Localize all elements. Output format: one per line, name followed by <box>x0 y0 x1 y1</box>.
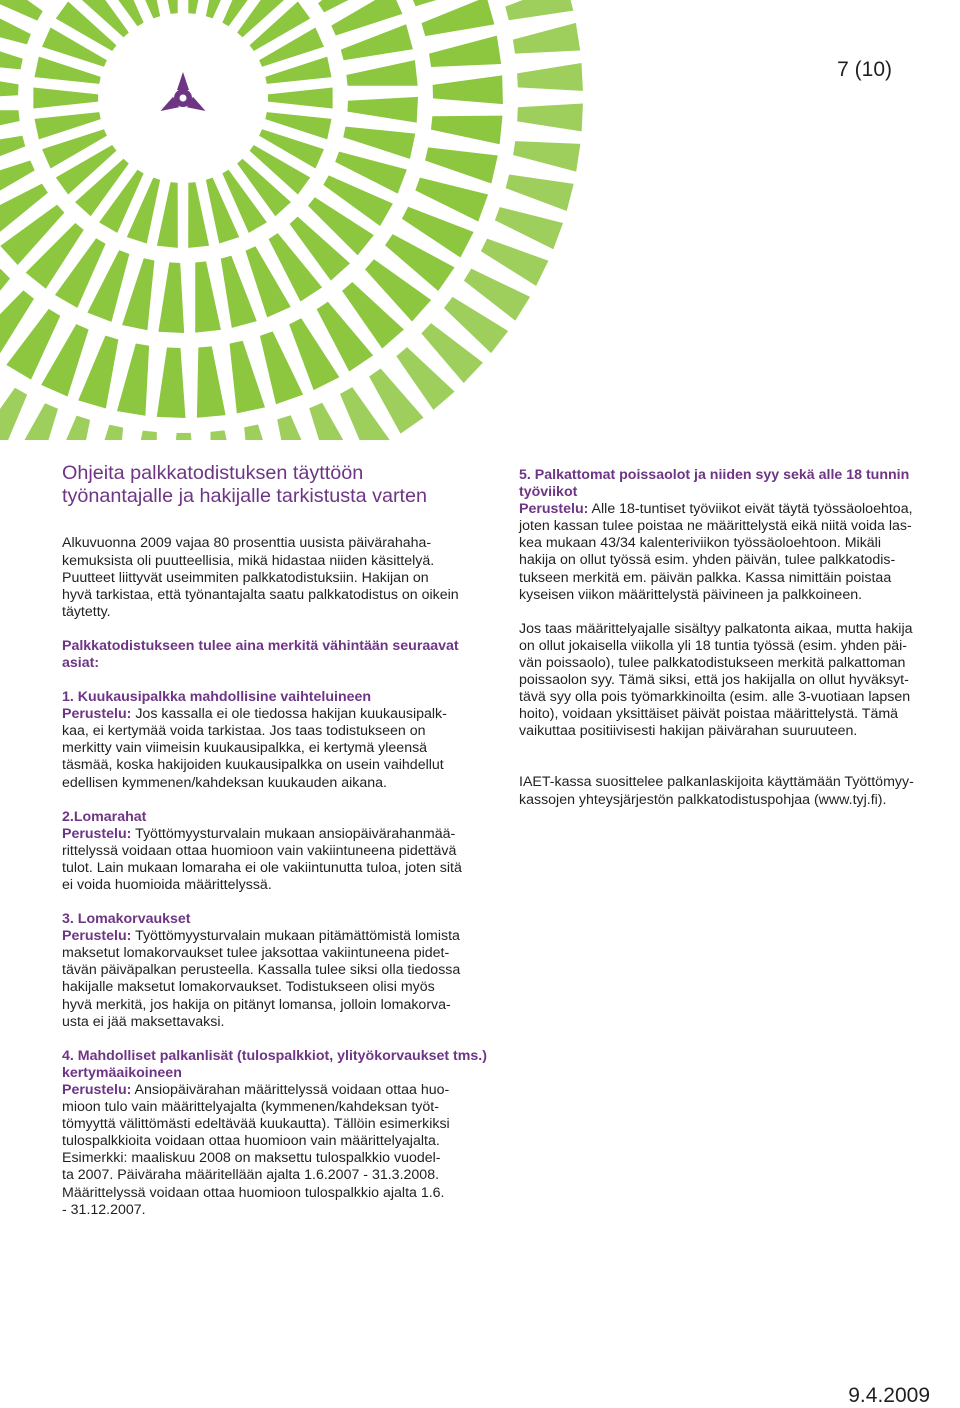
section-5 <box>519 467 951 604</box>
intro-line: kemuksista oli puutteellisia, mikä hidastaa niiden käsittelyä. <box>62 552 435 569</box>
section-label: Perustelu: <box>62 928 132 945</box>
sunburst-ray <box>0 388 27 440</box>
sunburst-ray <box>188 0 209 14</box>
section-line: usta ei jää maksettavaksi. <box>62 1013 225 1030</box>
section-line: täsmää, koska hakijoiden kuukausipalkka on usein vaihdellut <box>62 757 444 774</box>
title-line: Ohjeita palkkatodistuksen täyttöön <box>62 462 364 484</box>
paragraph-line: tävä syy olla pois työmarkkinoilta (esim. alle 3-vuotiaan lapsen <box>519 689 911 706</box>
sunburst-ray <box>157 0 178 14</box>
paragraph-line: IAET-kassa suosittelee palkanlaskijoita käyttämään Työttömyy- <box>519 774 914 791</box>
section-line: kaa, ei kertymää voida tarkistaa. Jos taas todistukseen on <box>62 723 426 740</box>
sunburst-ray <box>210 430 238 440</box>
paragraph-line: hoito), voidaan yksittäiset päivät poistaa määrittelystä. Tämä <box>519 706 899 723</box>
sunburst-ray <box>78 336 118 409</box>
sunburst-ray <box>197 346 226 417</box>
section-3 <box>62 911 502 1031</box>
section-line: - 31.12.2007. <box>62 1201 146 1218</box>
sunburst-ray <box>346 60 417 86</box>
section-line: Työttömyysturvalain mukaan ansiopäivärahanmää- <box>131 825 456 842</box>
paragraph-line: vän poissaolo), tulee palkkatodistukseen merkitä palkattoman <box>519 654 906 671</box>
recommendation-paragraph <box>519 774 951 808</box>
section-line: hakija on ollut työssä esim. yhden päivän, tulee palkkatodis- <box>519 552 896 569</box>
section-label: Perustelu: <box>62 825 132 842</box>
triskelion-logo <box>155 70 211 126</box>
section-line: rittelyssä voidaan ottaa huomioon vain vakiintuneena pidettävä <box>62 842 457 859</box>
sunburst-ray <box>277 415 317 440</box>
sunburst-ray <box>122 258 154 330</box>
section-line: joten kassan tulee poistaa ne määrittelystä eikä niitä voida las- <box>519 518 912 535</box>
section-line: maksetut lomakorvaukset tulee jaksottaa vakiintuneena pidet- <box>62 945 450 962</box>
sunburst-decoration <box>0 0 960 440</box>
section-heading: 3. Lomakorvaukset <box>62 911 191 928</box>
sunburst-ray <box>230 341 265 414</box>
sunburst-ray <box>157 347 186 418</box>
sunburst-ray <box>347 97 418 123</box>
intro-line: Alkuvuonna 2009 vajaa 80 prosenttia uusista päivärahaha- <box>62 535 432 552</box>
section-line: tömyyttä välittömästi edeltävää kuukautta). Tällöin esimerkiksi <box>62 1116 450 1133</box>
section-line: merkitty vain viimeisin kuukausipalkka, ei kertymä yleensä <box>62 740 428 757</box>
section-line: tulospalkkioita voidaan ottaa huomioon vain määrittelyajalta. <box>62 1133 440 1150</box>
section-line: mioon tulo vain määrittelyajalta (kymmenen/kahdeksan työt- <box>62 1099 439 1116</box>
sunburst-ray <box>429 36 501 67</box>
sunburst-ray <box>0 73 19 99</box>
sunburst-ray <box>195 261 221 332</box>
paragraph-line: on ollut jokaisella viikolla yli 18 tuntia työssä (esim. yhden päi- <box>519 637 907 654</box>
sunburst-ray <box>506 174 574 210</box>
sunburst-ray <box>268 88 333 109</box>
sunburst-ray <box>51 416 90 440</box>
section-label: Perustelu: <box>62 706 132 723</box>
left-column <box>62 462 502 1219</box>
sunburst-ray <box>170 433 198 440</box>
sunburst-ray <box>0 0 43 21</box>
unpaid-absence-paragraph <box>519 621 951 741</box>
footer-date: 9.4.2009 <box>848 1384 930 1407</box>
sunburst-ray <box>425 147 498 183</box>
right-column <box>519 467 951 809</box>
sunburst-ray <box>517 63 583 91</box>
section-line: edellisen kymmenen/kahdeksan kuukauden aikana. <box>62 774 387 791</box>
sunburst-ray <box>0 110 20 136</box>
section-heading: 1. Kuukausipalkka mahdollisine vaihteluineen <box>62 689 372 706</box>
section-line: Ansiopäivärahan määrittelyssä voidaan ottaa huo- <box>131 1081 450 1098</box>
sunburst-ray <box>90 425 124 440</box>
section-heading: 5. Palkattomat poissaolot ja niiden syy sekä alle 18 tunnin työviikot <box>519 467 910 501</box>
section-line: kyseisen viikon määrittelystä päivineen ja palkkoineen. <box>519 586 863 603</box>
paragraph-line: kassojen yhteysjärjestön palkkatodistuspohjaa (www.tyj.fi). <box>519 791 887 808</box>
section-line: tulot. Lain mukaan lomaraha ei ole vakiintunutta tuloa, joten sitä <box>62 859 462 876</box>
title-line: työnantajalle ja hakijalle tarkistusta varten <box>62 485 428 508</box>
section-1 <box>62 689 502 792</box>
section-line: hakijalle maksetut lomakorvaukset. Todistukseen olisi myös <box>62 979 435 996</box>
sunburst-ray <box>244 425 278 440</box>
sunburst-ray <box>158 262 184 333</box>
lead-line: Palkkatodistukseen tulee aina merkitä vähintään seuraavat <box>62 637 459 654</box>
section-4 <box>62 1048 502 1219</box>
section-line: Työttömyysturvalain mukaan pitämättömistä lomista <box>131 928 460 945</box>
paragraph-line: vaikuttaa positiivisesti hakijan päivärahan suuruuteen. <box>519 723 858 740</box>
sunburst-ray <box>513 141 580 171</box>
sunburst-ray <box>431 116 503 145</box>
section-line: Jos kassalla ei ole tiedossa hakijan kuukausipalk- <box>131 706 447 723</box>
intro-line: Puutteet liittyvät useimmiten palkkatodistuksiin. Hakijan on <box>62 569 429 586</box>
section-line: Alle 18-tuntiset työviikot eivät täytä työssäoloehtoa, <box>588 501 913 518</box>
section-line: tukseen merkitä em. päivän palkka. Kassa nimittäin poistaa <box>519 569 892 586</box>
section-heading: 2.Lomarahat <box>62 808 147 825</box>
sunburst-ray <box>129 431 157 440</box>
sunburst-ray <box>422 0 495 36</box>
section-line: hyvä merkitä, jos hakija on pitänyt lomansa, jolloin lomakorva- <box>62 996 451 1013</box>
section-line: Esimerkki: maaliskuu 2008 on maksettu tulospalkkio vuodel- <box>62 1150 441 1167</box>
sunburst-ray <box>513 23 580 54</box>
section-2 <box>62 809 502 894</box>
sunburst-ray <box>433 75 503 104</box>
paragraph-line: Jos taas määrittelyajalle sisältyy palkatonta aikaa, mutta hakija <box>519 620 913 637</box>
section-heading: 4. Mahdolliset palkanlisät (tulospalkkiot, ylityökorvaukset tms.) kertymäaikoineen <box>62 1047 487 1081</box>
page-title <box>62 462 502 508</box>
section-line: kea mukaan 43/34 kalenteriviikon työssäoloehtoon. Mikäli <box>519 535 881 552</box>
sunburst-ray <box>117 344 149 416</box>
sunburst-ray <box>505 0 573 20</box>
page-number: 7 (10) <box>837 58 892 81</box>
intro-line: hyvä tarkistaa, että työnantajalta saatu palkkatodistus on oikein <box>62 586 459 603</box>
section-line: ei voida huomioida määrittelyssä. <box>62 877 272 893</box>
paragraph-line: poissaolon syy. Tämä siksi, että jos hakijalla on ollut hyväksyt- <box>519 672 909 689</box>
lead-line: asiat: <box>62 654 100 671</box>
section-line: Määrittelyssä voidaan ottaa huomioon tulospalkkio ajalta 1.6. <box>62 1184 445 1201</box>
intro-paragraph <box>62 535 502 620</box>
sunburst-ray <box>517 103 583 131</box>
section-line: tävän päiväpalkan perusteella. Kassalla tulee siksi olla tiedossa <box>62 962 461 979</box>
sunburst-ray <box>343 127 415 159</box>
sunburst-ray <box>157 182 178 248</box>
sunburst-ray <box>188 182 209 248</box>
sunburst-ray <box>495 207 563 249</box>
section-label: Perustelu: <box>519 501 589 518</box>
section-label: Perustelu: <box>62 1081 132 1098</box>
intro-line: täytetty. <box>62 603 111 620</box>
lead-heading <box>62 638 502 672</box>
section-line: ta 2007. Päiväraha määritellään ajalta 1.6.2007 - 31.3.2008. <box>62 1167 440 1184</box>
sunburst-ray <box>33 88 98 109</box>
